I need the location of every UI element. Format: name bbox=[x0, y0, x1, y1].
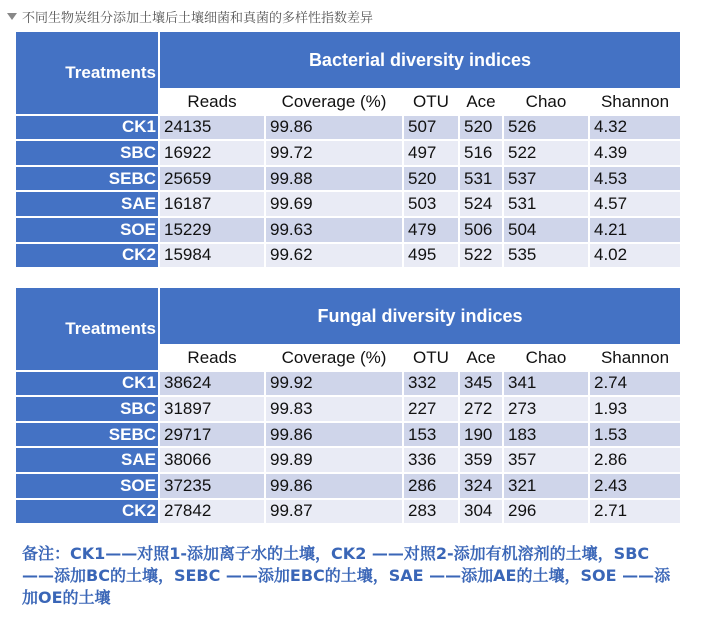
table-cell: 38624 bbox=[160, 372, 264, 396]
table-cell: 479 bbox=[404, 218, 458, 242]
table-cell: 16187 bbox=[160, 192, 264, 216]
table-row bbox=[16, 218, 680, 242]
column-header: Ace bbox=[460, 90, 502, 114]
table-cell: 99.72 bbox=[266, 141, 402, 165]
table-cell: 99.86 bbox=[266, 423, 402, 447]
table-cell: 99.69 bbox=[266, 192, 402, 216]
column-header: OTU bbox=[404, 90, 458, 114]
table-cell: 227 bbox=[404, 397, 458, 421]
table-cell: 37235 bbox=[160, 474, 264, 498]
table-cell: 99.86 bbox=[266, 474, 402, 498]
table-cell: 38066 bbox=[160, 448, 264, 472]
table-cell: 4.32 bbox=[590, 116, 680, 140]
table-row bbox=[16, 423, 680, 447]
table-cell: 1.93 bbox=[590, 397, 680, 421]
fungal-diversity-table bbox=[14, 286, 682, 525]
column-header: Shannon bbox=[590, 90, 680, 114]
table-cell: 336 bbox=[404, 448, 458, 472]
table-row bbox=[16, 192, 680, 216]
figure-caption[interactable] bbox=[4, 5, 373, 27]
table-cell: 99.92 bbox=[266, 372, 402, 396]
table-cell: 324 bbox=[460, 474, 502, 498]
table-cell: 25659 bbox=[160, 167, 264, 191]
table-cell: 4.57 bbox=[590, 192, 680, 216]
table-row bbox=[16, 141, 680, 165]
table-cell: 2.43 bbox=[590, 474, 680, 498]
table-cell: 272 bbox=[460, 397, 502, 421]
table-cell: 304 bbox=[460, 500, 502, 524]
table-cell: 504 bbox=[504, 218, 588, 242]
column-header: Ace bbox=[460, 346, 502, 370]
table-cell: 15984 bbox=[160, 244, 264, 268]
table-cell: 273 bbox=[504, 397, 588, 421]
collapse-triangle-icon[interactable] bbox=[7, 13, 17, 20]
table-cell: 283 bbox=[404, 500, 458, 524]
table-cell: 153 bbox=[404, 423, 458, 447]
table-cell: 535 bbox=[504, 244, 588, 268]
row-label: SOE bbox=[16, 474, 158, 498]
table-cell: 506 bbox=[460, 218, 502, 242]
table-row bbox=[16, 500, 680, 524]
table-cell: 183 bbox=[504, 423, 588, 447]
column-header: Reads bbox=[160, 90, 264, 114]
bacterial-diversity-table bbox=[14, 30, 682, 269]
column-header: Coverage (%) bbox=[266, 90, 402, 114]
column-header: Chao bbox=[504, 346, 588, 370]
table-cell: 341 bbox=[504, 372, 588, 396]
table-cell: 357 bbox=[504, 448, 588, 472]
table-cell: 4.39 bbox=[590, 141, 680, 165]
row-label: CK1 bbox=[16, 116, 158, 140]
table-cell: 526 bbox=[504, 116, 588, 140]
table-cell: 296 bbox=[504, 500, 588, 524]
table-cell: 99.87 bbox=[266, 500, 402, 524]
column-header: OTU bbox=[404, 346, 458, 370]
row-label: SEBC bbox=[16, 167, 158, 191]
table-cell: 190 bbox=[460, 423, 502, 447]
row-label: CK2 bbox=[16, 500, 158, 524]
column-header: Chao bbox=[504, 90, 588, 114]
table-cell: 359 bbox=[460, 448, 502, 472]
treatments-header: Treatments bbox=[16, 288, 158, 370]
row-label: SOE bbox=[16, 218, 158, 242]
table-cell: 2.71 bbox=[590, 500, 680, 524]
table-cell: 503 bbox=[404, 192, 458, 216]
table-row bbox=[16, 167, 680, 191]
table-cell: 27842 bbox=[160, 500, 264, 524]
table-cell: 497 bbox=[404, 141, 458, 165]
column-header: Coverage (%) bbox=[266, 346, 402, 370]
table-cell: 286 bbox=[404, 474, 458, 498]
row-label: SBC bbox=[16, 141, 158, 165]
table-cell: 2.86 bbox=[590, 448, 680, 472]
table-cell: 507 bbox=[404, 116, 458, 140]
table-cell: 345 bbox=[460, 372, 502, 396]
table-cell: 99.86 bbox=[266, 116, 402, 140]
table-cell: 99.83 bbox=[266, 397, 402, 421]
table-cell: 2.74 bbox=[590, 372, 680, 396]
table-cell: 29717 bbox=[160, 423, 264, 447]
table-cell: 332 bbox=[404, 372, 458, 396]
table-cell: 24135 bbox=[160, 116, 264, 140]
column-header: Shannon bbox=[590, 346, 680, 370]
table-cell: 1.53 bbox=[590, 423, 680, 447]
footnote: 备注：CK1——对照1-添加离子水的土壤，CK2 ——对照2-添加有机溶剂的土壤，SBC ——添加BC的土壤，SEBC ——添加EBC的土壤，SAE ——添加AE的土壤，SOE ——添加OE的土壤 bbox=[22, 544, 671, 607]
table-title: Fungal diversity indices bbox=[160, 288, 680, 344]
table-row bbox=[16, 397, 680, 421]
row-label: SBC bbox=[16, 397, 158, 421]
table-cell: 16922 bbox=[160, 141, 264, 165]
row-label: CK2 bbox=[16, 244, 158, 268]
table-cell: 4.53 bbox=[590, 167, 680, 191]
table-cell: 4.02 bbox=[590, 244, 680, 268]
table-cell: 99.63 bbox=[266, 218, 402, 242]
table-cell: 522 bbox=[504, 141, 588, 165]
row-label: SEBC bbox=[16, 423, 158, 447]
table-cell: 99.88 bbox=[266, 167, 402, 191]
table-cell: 15229 bbox=[160, 218, 264, 242]
row-label: CK1 bbox=[16, 372, 158, 396]
table-row bbox=[16, 116, 680, 140]
table-cell: 99.62 bbox=[266, 244, 402, 268]
table-title: Bacterial diversity indices bbox=[160, 32, 680, 88]
table-cell: 4.21 bbox=[590, 218, 680, 242]
table-cell: 321 bbox=[504, 474, 588, 498]
column-header: Reads bbox=[160, 346, 264, 370]
table-cell: 522 bbox=[460, 244, 502, 268]
table-cell: 531 bbox=[504, 192, 588, 216]
caption-text: 不同生物炭组分添加土壤后土壤细菌和真菌的多样性指数差异 bbox=[22, 10, 374, 26]
table-cell: 520 bbox=[460, 116, 502, 140]
table-cell: 537 bbox=[504, 167, 588, 191]
table-cell: 516 bbox=[460, 141, 502, 165]
table-row bbox=[16, 448, 680, 472]
treatments-header: Treatments bbox=[16, 32, 158, 114]
table-cell: 531 bbox=[460, 167, 502, 191]
row-label: SAE bbox=[16, 192, 158, 216]
table-cell: 495 bbox=[404, 244, 458, 268]
row-label: SAE bbox=[16, 448, 158, 472]
table-row bbox=[16, 372, 680, 396]
table-cell: 31897 bbox=[160, 397, 264, 421]
table-row bbox=[16, 244, 680, 268]
table-cell: 99.89 bbox=[266, 448, 402, 472]
table-cell: 520 bbox=[404, 167, 458, 191]
table-row bbox=[16, 474, 680, 498]
table-cell: 524 bbox=[460, 192, 502, 216]
